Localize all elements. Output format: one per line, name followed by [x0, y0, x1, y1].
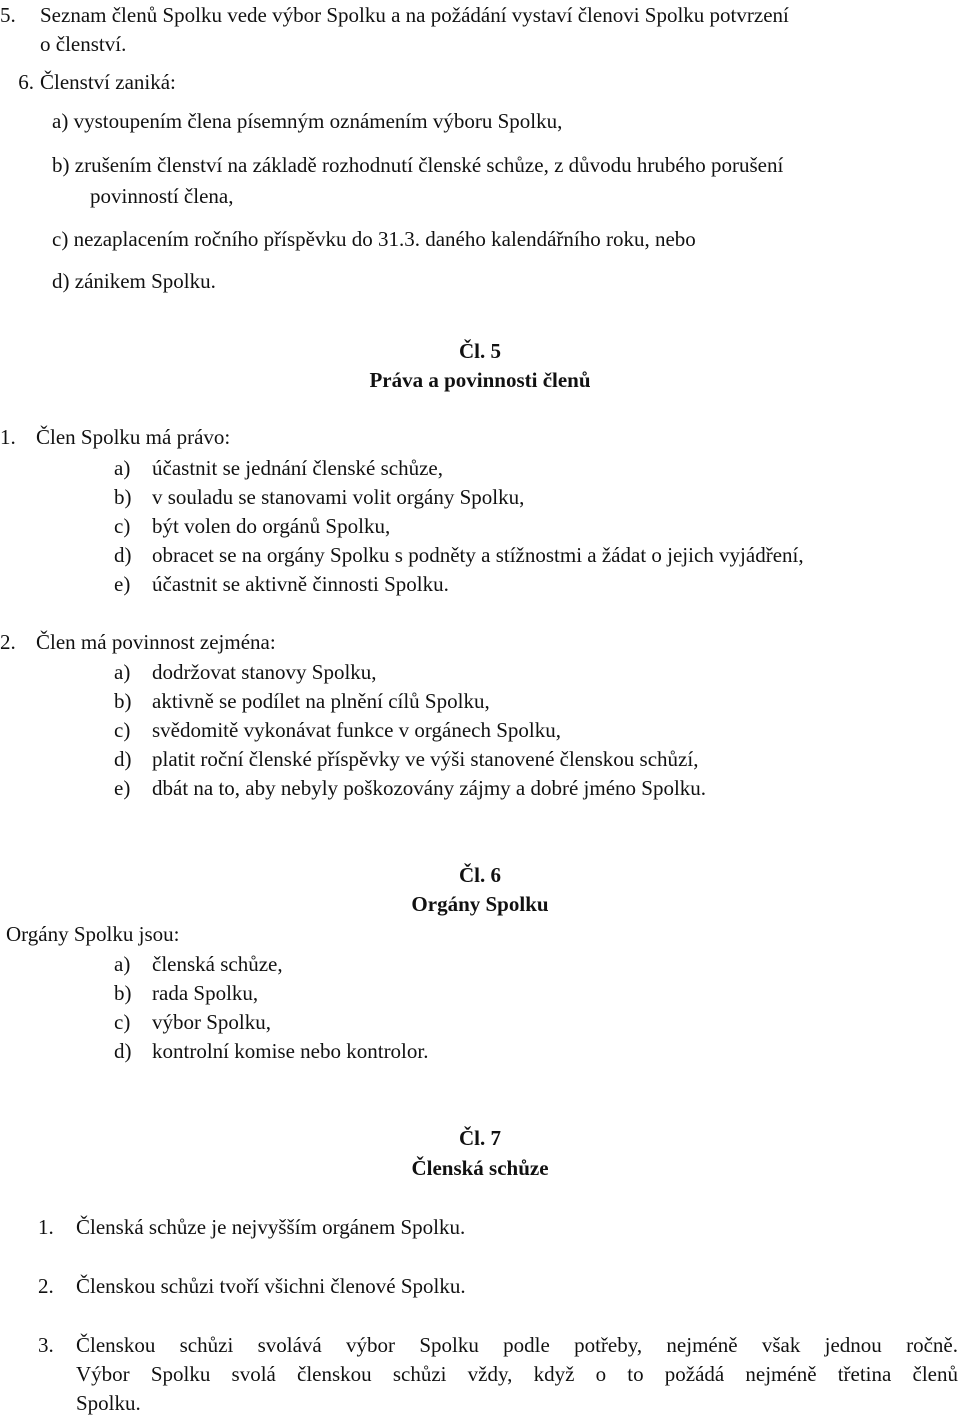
paragraph-6: [0, 69, 176, 95]
list-item: d) obracet se na orgány Spolku s podněty a stížnostmi a žádat o jejich vyjádření,: [114, 543, 804, 567]
list-item: a) dodržovat stanovy Spolku,: [114, 660, 377, 684]
list-item: e) účastnit se aktivně činnosti Spolku.: [114, 572, 449, 596]
paragraph-2: 2. Člen má povinnost zejména:: [0, 630, 276, 654]
article-heading: Čl. 6: [459, 863, 501, 887]
paragraph-number: 6.: [18, 70, 34, 94]
paragraph-1: 1. Člen Spolku má právo:: [0, 425, 231, 449]
list-item: b) aktivně se podílet na plnění cílů Spolku,: [114, 689, 490, 713]
article-title: Členská schůze: [411, 1156, 549, 1180]
list-item: b) rada Spolku,: [114, 981, 259, 1005]
list-item: c) nezaplacením ročního příspěvku do 31.3. daného kalendářního roku, nebo: [52, 227, 696, 251]
numbered-item: 3.: [38, 1333, 54, 1357]
paragraph-number: 5.: [0, 3, 16, 27]
list-item: c) výbor Spolku,: [114, 1010, 272, 1034]
numbered-item: 1. Členská schůze je nejvyšším orgánem Spolku.: [38, 1215, 466, 1239]
paragraph-intro: Orgány Spolku jsou:: [6, 922, 180, 946]
paragraph-5-continuation: o členství.: [40, 32, 127, 56]
article-title: Práva a povinnosti členů: [369, 368, 591, 392]
numbered-item: 2. Členskou schůzi tvoří všichni členové Spolku.: [38, 1274, 466, 1298]
paragraph-5: [0, 2, 789, 28]
numbered-item-text: Spolku.: [76, 1391, 141, 1415]
paragraph-text: Seznam členů Spolku vede výbor Spolku a na požádání vystaví členovi Spolku potvrzení: [40, 3, 789, 27]
article-title: Orgány Spolku: [411, 892, 549, 916]
list-item: b) v souladu se stanovami volit orgány Spolku,: [114, 485, 525, 509]
list-item: a) vystoupením člena písemným oznámením výboru Spolku,: [52, 109, 563, 133]
paragraph-text: Členství zaniká:: [40, 70, 176, 94]
article-heading: Čl. 5: [459, 339, 501, 363]
article-heading: Čl. 7: [459, 1126, 501, 1150]
list-item: a) členská schůze,: [114, 952, 283, 976]
numbered-item-text: Členskou schůzi svolává výbor Spolku podle potřeby, nejméně však jednou ročně.: [76, 1333, 958, 1357]
list-item: a) účastnit se jednání členské schůze,: [114, 456, 443, 480]
list-item: b) zrušením členství na základě rozhodnutí členské schůze, z důvodu hrubého porušení: [52, 153, 784, 177]
list-item: c) být volen do orgánů Spolku,: [114, 514, 391, 538]
list-item-continuation: povinností člena,: [90, 184, 234, 208]
list-item: d) platit roční členské příspěvky ve výši stanovené členskou schůzí,: [114, 747, 699, 771]
list-item: d) zánikem Spolku.: [52, 269, 216, 293]
list-item: d) kontrolní komise nebo kontrolor.: [114, 1039, 429, 1063]
numbered-item-text: Výbor Spolku svolá členskou schůzi vždy, když o to požádá nejméně třetina členů: [76, 1362, 958, 1386]
list-item: c) svědomitě vykonávat funkce v orgánech Spolku,: [114, 718, 562, 742]
list-item: e) dbát na to, aby nebyly poškozovány zájmy a dobré jméno Spolku.: [114, 776, 707, 800]
